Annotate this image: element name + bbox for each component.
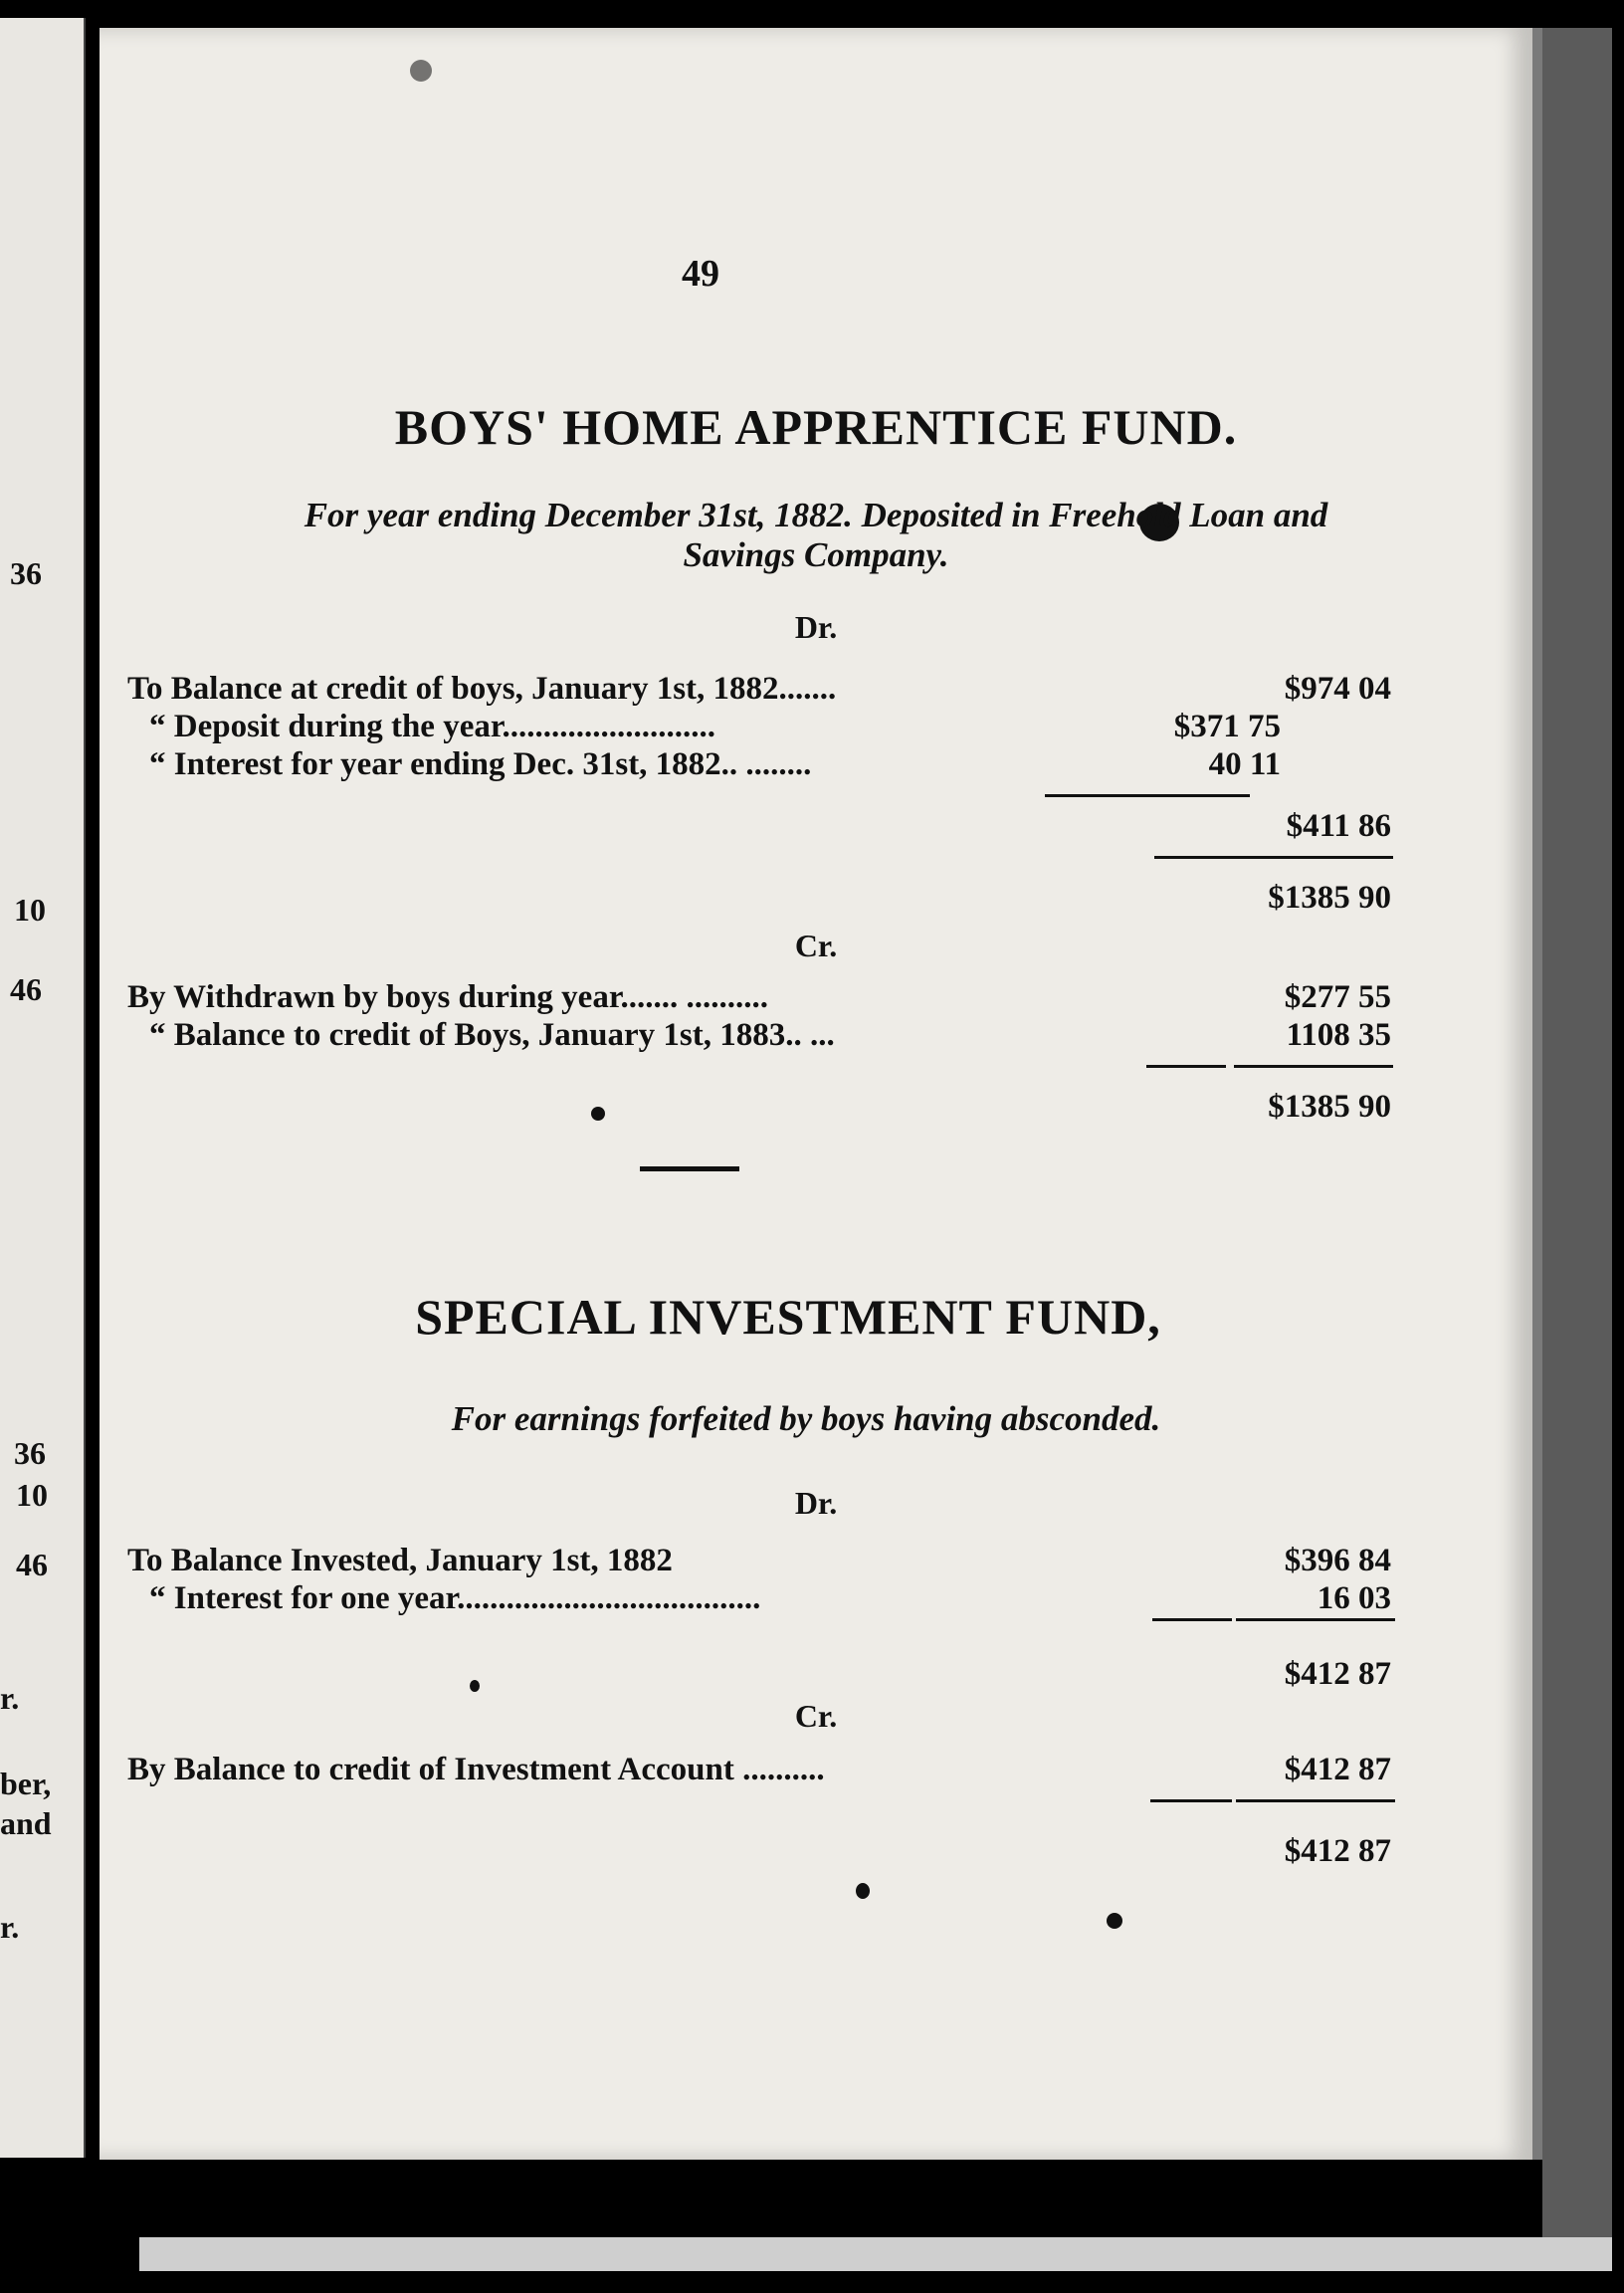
document-page bbox=[100, 28, 1542, 2160]
special-fund-title: SPECIAL INVESTMENT FUND, bbox=[415, 1289, 1161, 1345]
ledger-row bbox=[127, 671, 1391, 711]
ledger-row bbox=[149, 1580, 1391, 1620]
ink-speck bbox=[410, 60, 432, 82]
row-description: “ Deposit during the year.......................... bbox=[149, 709, 715, 744]
ledger-row bbox=[149, 1017, 1391, 1057]
boys-dr-heading: Dr. bbox=[794, 609, 838, 645]
row-description: “ Interest for year ending Dec. 31st, 1882.. ........ bbox=[149, 746, 812, 782]
row-amount-outer: $412 87 bbox=[1284, 1752, 1391, 1787]
ledger-row bbox=[127, 1833, 1391, 1873]
left-fragment: 46 bbox=[10, 971, 42, 1007]
sum-rule bbox=[1154, 856, 1393, 859]
left-page-edge bbox=[0, 18, 86, 2158]
row-description: “ Interest for one year..................................... bbox=[149, 1580, 761, 1616]
ink-speck bbox=[1107, 1913, 1122, 1929]
row-amount-inner: $371 75 bbox=[1173, 709, 1281, 744]
left-fragment: 10 bbox=[16, 1477, 48, 1513]
left-fragment: 46 bbox=[16, 1547, 48, 1582]
special-dr-total: $412 87 bbox=[1284, 1656, 1391, 1692]
left-fragment: r. bbox=[0, 1680, 20, 1716]
ledger-row bbox=[127, 979, 1391, 1019]
row-amount-outer: $396 84 bbox=[1284, 1543, 1391, 1578]
left-fragment: ber, bbox=[0, 1766, 52, 1801]
left-fragment: r. bbox=[0, 1909, 20, 1945]
ledger-row bbox=[127, 880, 1391, 920]
dr-total: $1385 90 bbox=[1268, 880, 1391, 916]
sum-rule bbox=[1236, 1618, 1395, 1621]
cr-total: $1385 90 bbox=[1268, 1089, 1391, 1125]
row-amount-outer: 1108 35 bbox=[1286, 1017, 1391, 1053]
sum-rule bbox=[1045, 794, 1250, 797]
section-divider bbox=[640, 1166, 739, 1171]
row-amount-outer: 16 03 bbox=[1317, 1580, 1391, 1616]
boys-fund-title: BOYS' HOME APPRENTICE FUND. bbox=[394, 399, 1238, 455]
left-fragment: 36 bbox=[10, 555, 42, 591]
sum-rule bbox=[1234, 1065, 1393, 1068]
boys-fund-subtitle-line2: Savings Company. bbox=[683, 535, 949, 574]
ink-speck bbox=[856, 1883, 870, 1899]
ledger-row bbox=[127, 1089, 1391, 1129]
boys-cr-heading: Cr. bbox=[794, 928, 838, 963]
boys-fund-subtitle-line1: For year ending December 31st, 1882. Deposited in Freehold Loan and bbox=[304, 496, 1328, 534]
row-amount-outer: $974 04 bbox=[1284, 671, 1391, 707]
row-amount-outer: $277 55 bbox=[1284, 979, 1391, 1015]
left-fragment: 10 bbox=[14, 892, 46, 928]
special-fund-subtitle: For earnings forfeited by boys having absconded. bbox=[451, 1399, 1161, 1438]
sum-rule bbox=[1152, 1618, 1232, 1621]
left-fragment: 36 bbox=[14, 1435, 46, 1471]
row-amount-inner: 40 11 bbox=[1208, 746, 1281, 782]
sum-rule bbox=[1146, 1065, 1226, 1068]
left-fragment: and bbox=[0, 1805, 52, 1841]
page-number: 49 bbox=[682, 253, 719, 295]
ledger-row bbox=[149, 746, 1413, 786]
dr-subtotal: $411 86 bbox=[1286, 808, 1391, 844]
ledger-row bbox=[127, 1543, 1391, 1582]
special-dr-heading: Dr. bbox=[794, 1485, 838, 1521]
row-description: To Balance Invested, January 1st, 1882 bbox=[127, 1543, 673, 1578]
sum-rule bbox=[1236, 1799, 1395, 1802]
book-spine bbox=[1542, 28, 1612, 2237]
special-cr-heading: Cr. bbox=[794, 1698, 838, 1734]
ledger-row bbox=[127, 808, 1391, 848]
ledger-row bbox=[149, 709, 1413, 748]
row-description: To Balance at credit of boys, January 1st, 1882....... bbox=[127, 671, 837, 707]
sum-rule bbox=[1150, 1799, 1232, 1802]
ledger-row bbox=[127, 1752, 1391, 1791]
page-edge-strip bbox=[139, 2237, 1612, 2271]
row-description: By Balance to credit of Investment Account .......... bbox=[127, 1752, 825, 1787]
row-description: By Withdrawn by boys during year....... .......... bbox=[127, 979, 768, 1015]
ledger-row bbox=[127, 1656, 1391, 1696]
special-cr-total: $412 87 bbox=[1284, 1833, 1391, 1869]
row-description: “ Balance to credit of Boys, January 1st, 1883.. ... bbox=[149, 1017, 835, 1053]
